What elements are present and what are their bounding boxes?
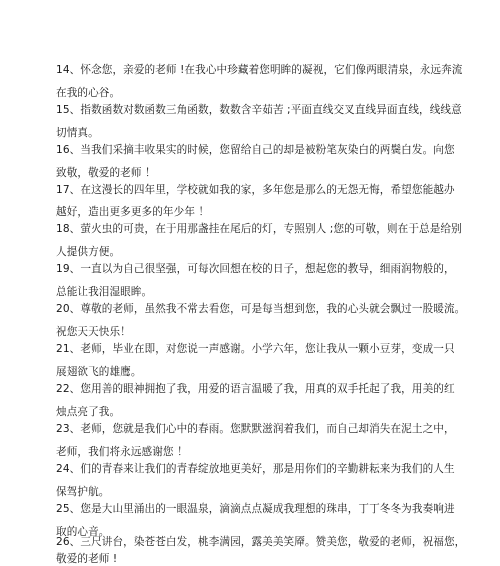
- entry-16-line-1: 16、当我们采摘丰收果实的时候，您留给自己的却是被粉笔灰染白的两鬓白发。向您: [56, 144, 455, 156]
- entry-18-line-1: 18、萤火虫的可贵，在于用那盏挂在尾后的灯，专照别人 ;您的可敬，则在于总是给别: [56, 223, 462, 235]
- entry-23-line-2: 老师，我们将永远感谢您 ！: [56, 446, 188, 458]
- entry-24-line-2: 保驾护航。: [56, 486, 110, 498]
- entry-23-line-1: 23、老师，您就是我们心中的春雨。您默默滋润着我们，而自己却消失在泥土之中，: [56, 423, 455, 435]
- entry-15-line-1: 15、指数函数对数函数三角函数，数数含辛茹苦 ;平面直线交叉直线异面直线，线线意: [56, 104, 462, 116]
- entry-21-line-2: 展翅欲飞的雄鹰。: [56, 366, 142, 378]
- entry-19-line-1: 19、一直以为自己很坚强，可每次回想在校的日子，想起您的教导，细雨润物般的，: [56, 263, 455, 275]
- entry-14-line-1: 14、怀念您，亲爱的老师 !在我心中珍藏着您明眸的凝视，它们像两眼清泉，永远奔流: [56, 64, 463, 76]
- entry-20-line-1: 20、尊敬的老师，虽然我不常去看您，可是每当想到您，我的心头就会飘过一股暖流。: [56, 303, 466, 315]
- entry-15-line-2: 切情真。: [56, 127, 99, 139]
- entry-19-line-2: 总能让我泪湿眼眸。: [56, 286, 153, 298]
- entry-24-line-1: 24、们的青春来让我们的青春绽放地更美好，那是用你们的辛勤耕耘来为我们的人生: [56, 463, 455, 475]
- entry-17-line-1: 17、在这漫长的四年里，学校就如我的家，多年您是那么的无怨无悔，希望您能越办: [56, 184, 455, 196]
- entry-22-line-2: 烛点亮了我。: [56, 406, 121, 418]
- entry-14-line-2: 在我的心谷。: [56, 87, 121, 99]
- entry-22-line-1: 22、您用善的眼神拥抱了我，用爱的语言温暖了我，用真的双手托起了我，用美的红: [56, 383, 455, 395]
- entry-25-line-1: 25、您是大山里涌出的一眼温泉，滴滴点点凝成我理想的珠串，丁丁冬冬为我奏响进: [56, 503, 455, 515]
- entry-26-line-2: 敬爱的老师 !: [56, 553, 118, 565]
- entry-17-line-2: 越好，造出更多更多的年少年 ！: [56, 206, 210, 218]
- entry-18-line-2: 人提供方便。: [56, 246, 121, 258]
- entry-16-line-2: 致敬，敬爱的老师 ！: [56, 167, 156, 179]
- entry-26-line-1: 26、三尺讲台，染苍苍白发，桃李满园，露美美笑厣。赞美您，敬爱的老师，祝福您，: [56, 536, 466, 548]
- entry-21-line-1: 21、老师，毕业在即，对您说一声感谢。小学六年，您让我从一颗小豆芽，变成一只: [56, 343, 455, 355]
- entry-20-line-2: 祝您天天快乐！: [56, 326, 131, 338]
- entry-25-line-2: 取的心音。: [56, 526, 110, 538]
